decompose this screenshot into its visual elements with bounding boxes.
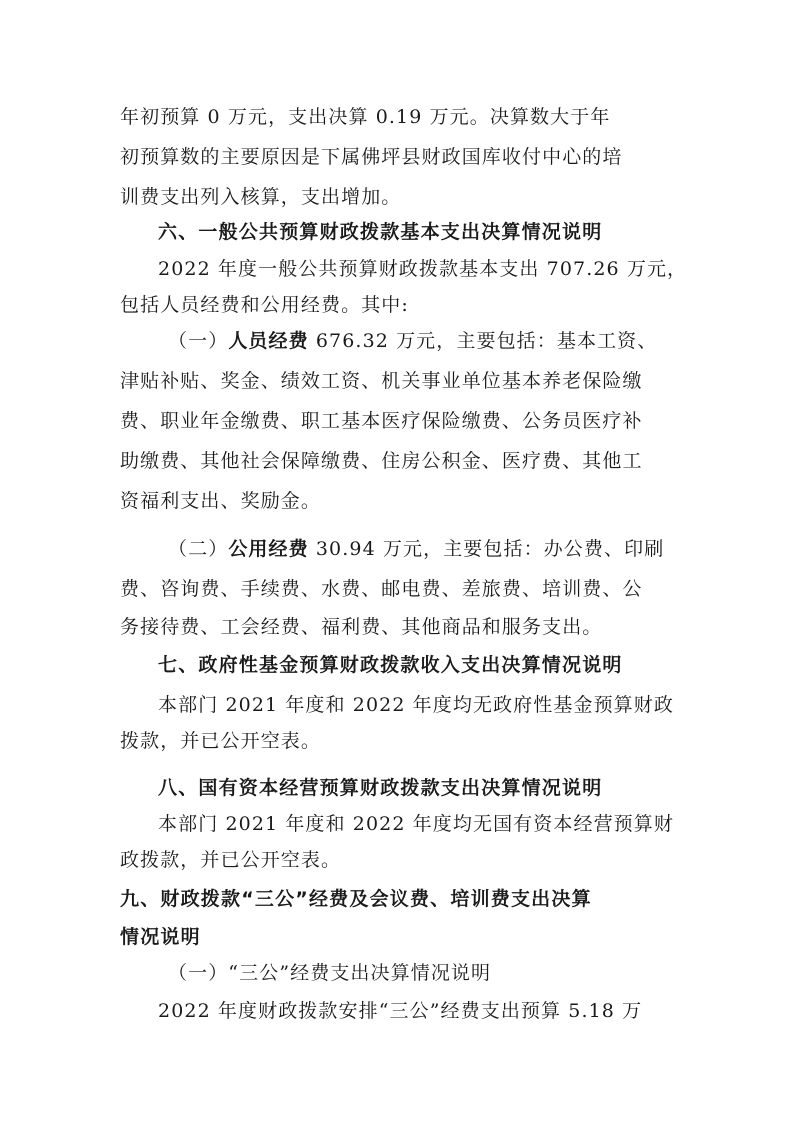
paragraph-line: 本部门 2021 年度和 2022 年度均无政府性基金预算财政: [158, 694, 674, 716]
paragraph-line: 2022 年度财政拨款安排“三公”经费支出预算 5.18 万: [158, 1000, 643, 1022]
paragraph-line: 初预算数的主要原因是下属佛坪县财政国库收付中心的培: [120, 146, 623, 168]
paragraph-line: 资福利支出、奖励金。: [120, 490, 322, 512]
paragraph-line: 包括人员经费和公用经费。其中:: [120, 294, 409, 316]
personnel-expense-label: 人员经费: [228, 330, 309, 352]
paragraph-line: 费、咨询费、手续费、水费、邮电费、差旅费、培训费、公: [120, 578, 643, 600]
paragraph-line: 费、职业年金缴费、职工基本医疗保险缴费、公务员医疗补: [120, 410, 643, 432]
subsection-public-line: [168, 534, 676, 564]
section-heading-6: 六、一般公共预算财政拨款基本支出决算情况说明: [158, 221, 603, 243]
paragraph-line: 训费支出列入核算，支出增加。: [120, 186, 402, 208]
paragraph-line: 政拨款，并已公开空表。: [120, 849, 342, 871]
section-heading-9: 九、财政拨款“三公”经费及会议费、培训费支出决算: [120, 888, 592, 910]
subsection-number: （一）: [168, 330, 229, 352]
paragraph-line: 本部门 2021 年度和 2022 年度均无国有资本经营预算财: [158, 813, 674, 835]
subsection-text: 676.32 万元，主要包括：基本工资、: [308, 330, 658, 352]
paragraph-line: 津贴补贴、奖金、绩效工资、机关事业单位基本养老保险缴: [120, 370, 643, 392]
subsection-heading: （一）“三公”经费支出决算情况说明: [168, 962, 492, 984]
paragraph-line: 务接待费、工会经费、福利费、其他商品和服务支出。: [120, 616, 603, 638]
paragraph-line: 拨款，并已公开空表。: [120, 730, 322, 752]
paragraph-line: 2022 年度一般公共预算财政拨款基本支出 707.26 万元，: [158, 258, 688, 280]
subsection-text: 30.94 万元，主要包括：办公费、印刷: [308, 538, 665, 560]
section-heading-7: 七、政府性基金预算财政拨款收入支出决算情况说明: [158, 654, 623, 676]
section-heading-9-cont: 情况说明: [120, 926, 201, 948]
section-heading-8: 八、国有资本经营预算财政拨款支出决算情况说明: [158, 777, 603, 799]
subsection-personnel-line: [168, 326, 676, 356]
paragraph-line: 年初预算 0 万元，支出决算 0.19 万元。决算数大于年: [120, 106, 611, 128]
subsection-number: （二）: [168, 538, 229, 560]
public-expense-label: 公用经费: [228, 538, 309, 560]
paragraph-line: 助缴费、其他社会保障缴费、住房公积金、医疗费、其他工: [120, 450, 643, 472]
